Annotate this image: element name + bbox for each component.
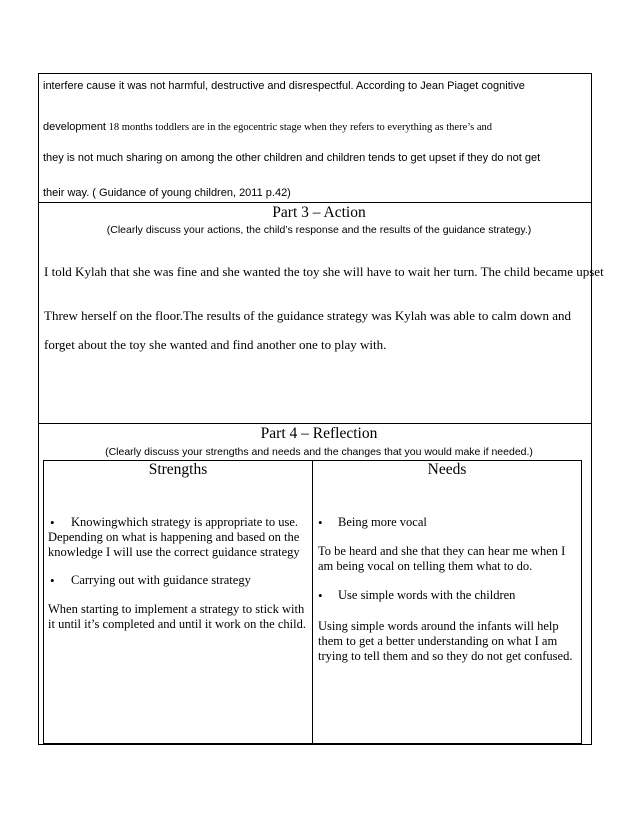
strengths-para-2: When starting to implement a strategy to stick with it until it’s completed and until it work on the child. bbox=[48, 602, 306, 631]
part2-line-4: their way. ( Guidance of young children, 2011 p.42) bbox=[43, 187, 291, 199]
part2-line-2 bbox=[43, 117, 492, 135]
needs-bullet-2-marker: • bbox=[318, 588, 323, 603]
part4-instruction: (Clearly discuss your strengths and needs and the changes that you would make if needed.) bbox=[105, 446, 533, 458]
strengths-bullet-2: Carrying out with guidance strategy bbox=[71, 573, 251, 587]
needs-bullet-1-marker: • bbox=[318, 515, 323, 530]
part3-line-3: forget about the toy she wanted and find another one to play with. bbox=[44, 337, 387, 352]
strengths-para-1: Depending on what is happening and based on the knowledge I will use the correct guidance strategy bbox=[48, 530, 300, 559]
part2-line-2-serif: 18 months toddlers are in the egocentric stage when they refers to everything as there’s and bbox=[106, 122, 493, 133]
part2-box bbox=[38, 73, 592, 203]
part3-line-1: I told Kylah that she was fine and she wanted the toy she will have to wait her turn. The child became upset bbox=[44, 264, 604, 279]
needs-bullet-2: Use simple words with the children bbox=[338, 588, 516, 602]
strengths-title: Strengths bbox=[148, 461, 208, 478]
part4-heading: Part 4 – Reflection bbox=[260, 425, 378, 442]
strengths-bullet-1: Knowingwhich strategy is appropriate to use. bbox=[71, 515, 299, 529]
part3-instruction: (Clearly discuss your actions, the child’s response and the results of the guidance strategy.) bbox=[106, 224, 532, 236]
needs-bullet-1: Being more vocal bbox=[338, 515, 427, 529]
part2-line-2-sans: development bbox=[43, 121, 106, 133]
needs-title: Needs bbox=[427, 461, 467, 478]
part2-line-1: interfere cause it was not harmful, destructive and disrespectful. According to Jean Piaget cognitive bbox=[43, 80, 525, 92]
part3-line-2: Threw herself on the floor.The results of the guidance strategy was Kylah was able to calm down and bbox=[44, 308, 572, 323]
needs-para-1: To be heard and she that they can hear me when I am being vocal on telling them what to do. bbox=[318, 544, 566, 573]
strengths-bullet-1-marker: • bbox=[50, 515, 55, 530]
part2-line-3: they is not much sharing on among the other children and children tends to get upset if they do not get bbox=[43, 152, 541, 164]
part3-heading: Part 3 – Action bbox=[272, 204, 366, 221]
strengths-bullet-2-marker: • bbox=[50, 573, 55, 588]
needs-para-2: Using simple words around the infants will help them to get a better understanding on what I am trying to tell them and so they do not get confused. bbox=[318, 619, 573, 663]
